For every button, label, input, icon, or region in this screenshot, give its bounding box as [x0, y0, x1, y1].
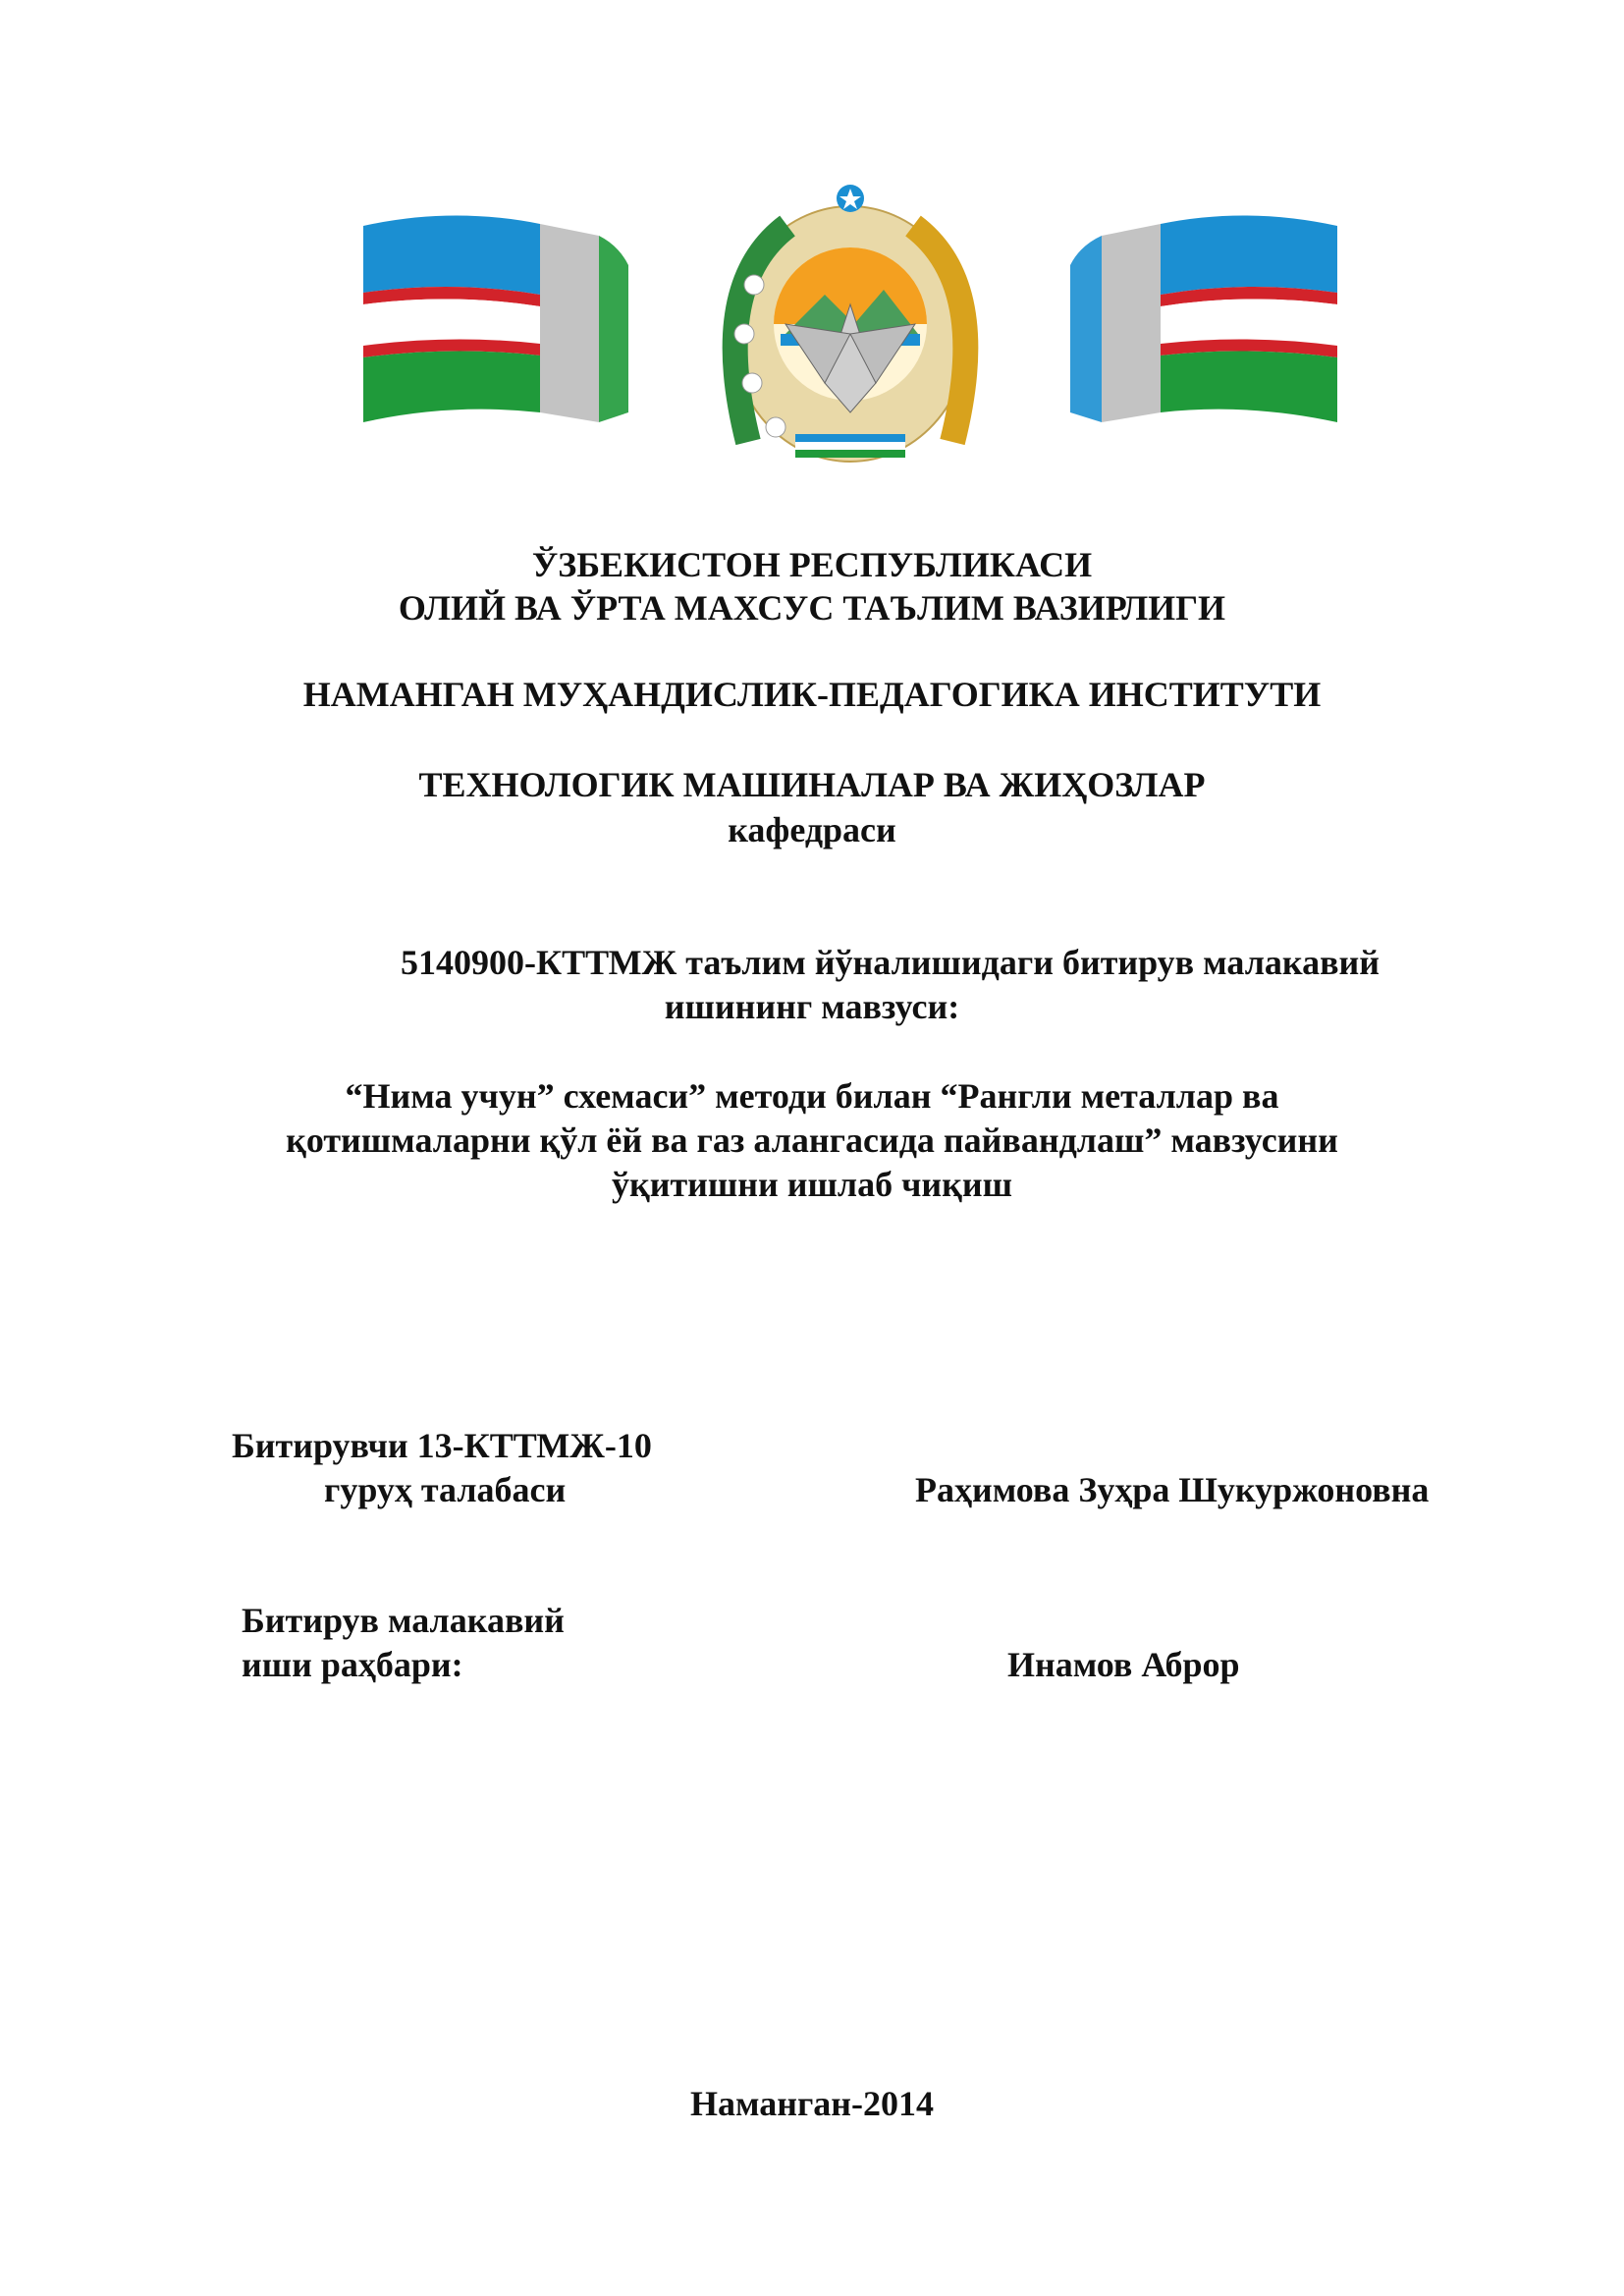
supervisor-name: Инамов Аброр [1007, 1645, 1240, 1684]
flag-ribbon-right [1070, 215, 1337, 422]
republic-title: ЎЗБЕКИСТОН РЕСПУБЛИКАСИ [531, 545, 1093, 584]
state-emblem-icon [363, 177, 1337, 471]
emblem-center [732, 185, 968, 462]
institute-title: НАМАНГАН МУҲАНДИСЛИК-ПЕДАГОГИКА ИНСТИТУТИ [302, 675, 1322, 714]
student-label-line2: гуруҳ талабаси [324, 1470, 567, 1509]
department-title: ТЕХНОЛОГИК МАШИНАЛАР ВА ЖИҲОЗЛАР [418, 765, 1206, 804]
ministry-title: ОЛИЙ ВА ЎРТА МАХСУС ТАЪЛИМ ВАЗИРЛИГИ [398, 588, 1226, 628]
department-suffix: кафедраси [728, 810, 896, 849]
topic-title-line2: қотишмаларни қўл ёй ва газ алангасида пайвандлаш” мавзусини [286, 1121, 1338, 1160]
topic-title-line1: “Нима учун” схемаси” методи билан “Рангли металлар ва [345, 1076, 1279, 1116]
topic-title-line3: ўқитишни ишлаб чиқиш [611, 1165, 1013, 1204]
flag-ribbon-left [363, 215, 628, 422]
student-label-line1: Битирувчи 13-КТТМЖ-10 [232, 1426, 652, 1465]
topic-intro-line2: ишининг мавзуси: [664, 987, 960, 1026]
supervisor-label-line2: иши раҳбари: [242, 1645, 463, 1684]
state-emblem-banner [363, 177, 1337, 471]
supervisor-label-line1: Битирув малакавий [242, 1601, 565, 1640]
footer-place-year: Наманган-2014 [689, 2084, 935, 2123]
topic-intro-line1: 5140900-КТТМЖ таълим йўналишидаги битирув малакавий [401, 943, 1380, 982]
student-name: Раҳимова Зуҳра Шукуржоновна [915, 1470, 1430, 1509]
